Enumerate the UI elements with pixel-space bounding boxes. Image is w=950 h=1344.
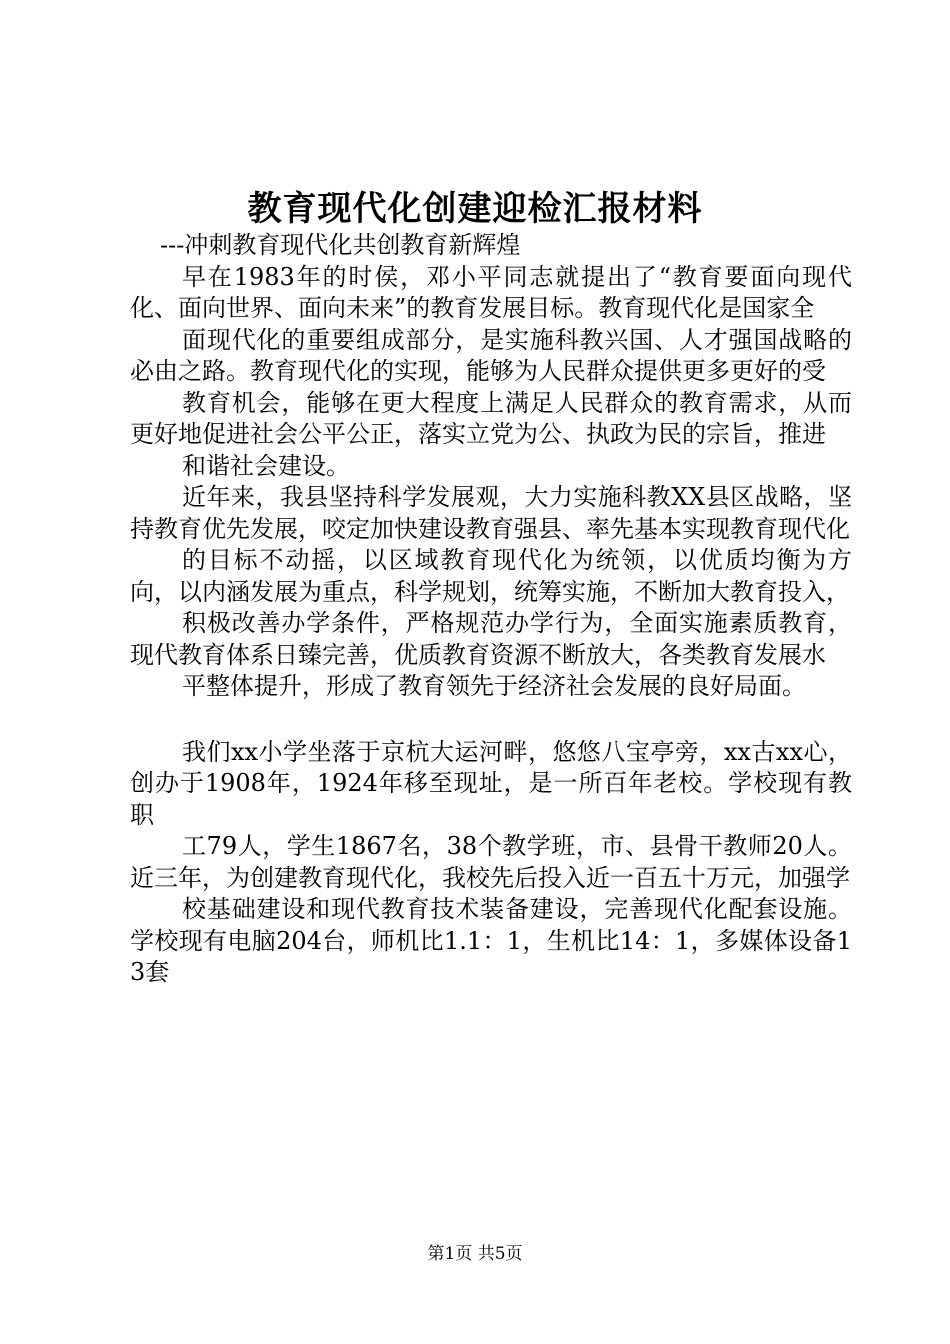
paragraph-3: 教育机会，能够在更大程度上满足人民群众的教育需求，从而更好地促进社会公平公正，落实立党为公、执政为民的宗旨，推进	[130, 388, 852, 448]
school-paragraph-2: 工79人，学生1867名，38个教学班，市、县骨干教师20人。近三年，为创建教育现代化，我校先后投入近一百五十万元，加强学	[130, 832, 852, 892]
page-footer: 第1页 共5页	[427, 1244, 523, 1264]
school-paragraph-3: 校基础建设和现代教育技术装备建设，完善现代化配套设施。学校现有电脑204台，师机比1.1：1，生机比14：1，多媒体设备13套	[130, 895, 852, 986]
paragraph-4: 和谐社会建设。	[182, 451, 350, 480]
school-paragraph-1: 我们xx小学坐落于京杭大运河畔，悠悠八宝亭旁，xx古xx心，创办于1908年，1924年移至现址，是一所百年老校。学校现有教职	[130, 737, 852, 829]
paragraph-7: 积极改善办学条件，严格规范办学行为，全面实施素质教育，现代教育体系日臻完善，优质教育资源不断放大，各类教育发展水	[130, 609, 852, 669]
paragraph-1: 早在1983年的时侯，邓小平同志就提出了“教育要面向现代化、面向世界、面向未来”的教育发展目标。教育现代化是国家全	[130, 262, 852, 322]
document-body	[130, 230, 852, 989]
document-title: 教育现代化创建迎检汇报材料	[247, 189, 703, 229]
paragraph-spacer	[130, 703, 852, 737]
paragraph-8: 平整体提升，形成了教育领先于经济社会发展的良好局面。	[182, 672, 806, 700]
document-subtitle: ---冲刺教育现代化共创教育新辉煌	[160, 231, 521, 259]
paragraph-2: 面现代化的重要组成部分，是实施科教兴国、人才强国战略的必由之路。教育现代化的实现，能够为人民群众提供更多更好的受	[130, 325, 852, 385]
paragraph-5: 近年来，我县坚持科学发展观，大力实施科教XX县区战略，坚持教育优先发展，咬定加快建设教育强县、率先基本实现教育现代化	[130, 483, 852, 543]
paragraph-6: 的目标不动摇，以区域教育现代化为统领，以优质均衡为方向，以内涵发展为重点，科学规划，统筹实施，不断加大教育投入，	[130, 546, 852, 606]
